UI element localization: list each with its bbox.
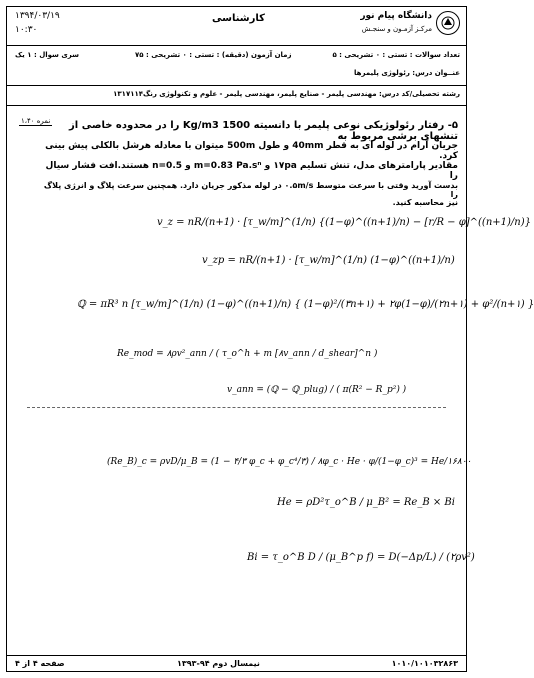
equation-hedstrom: He = ρD²τ_o^B / μ_B² = Re_B × Bi xyxy=(277,497,455,508)
question-number-label: ۵- xyxy=(447,120,458,131)
section-divider xyxy=(27,407,446,408)
question-line-4: بدست آورید وقتی با سرعت متوسط ۰.۵m/s در لوله مذکور جریان دارد. همچنین سرعت پلاگ و انرژی پلاگ را xyxy=(43,181,458,199)
question-score: ۱،۴۰ نمره xyxy=(21,117,51,125)
equation-vann: v_ann = (ℚ − ℚ_plug) / ( π(R² − R_p²) ) xyxy=(227,385,407,395)
exam-page xyxy=(6,6,534,672)
equation-bingham: Bi = τ_o^B D / (μ_B^p f) = D(−Δp/L) / (۲ρv²) xyxy=(247,552,475,563)
center-name: مرکـز آزمـون و سنجـش xyxy=(361,25,432,33)
equation-flow-rate: ℚ = πR³ n [τ_w/m]^(1/n) (1−φ)^((n+1)/n) { (1−φ)²/(۳n+۱) + ۲φ(1−φ)/(۲n+۱) + φ²/(n+۱) } xyxy=(77,299,534,310)
course-title: عنــوان درس: رئولوژی پلیمرها xyxy=(354,69,460,77)
question-line-3: مقادیر پارامترهای مدل، تنش تسلیم ۱۷pa و m=0.83 Pa.sⁿ و n=0.5 هستند.افت فشار سیال را xyxy=(45,161,458,181)
equation-remod: Re_mod = ۸ρv²_ann / ( τ_o^h + m [۸v_ann / d_shear]^n ) xyxy=(117,349,378,359)
question-line-1: رفتار رئولوژیکی نوعی پلیمر با دانسیته 1500 Kg/m3 را در محدوده خاصی از تنشهای برشی مربوط به xyxy=(69,120,458,142)
question-line-5: نیز محاسبه کنید. xyxy=(392,198,458,207)
equation-reb: (Re_B)_c = ρvD/μ_B = (1 − ۴/۳ φ_c + φ_c⁴/۳) / ۸φ_c · He · φ/(1−φ_c)³ = He/۱۶۸۰۰ xyxy=(107,457,472,467)
exam-level: کارشناسی xyxy=(212,13,265,24)
question-series: سری سوال : ۱ یک xyxy=(15,51,80,59)
question-number xyxy=(48,120,458,142)
exam-duration: زمان آزمون (دقیقه) : تستی : ۰ تشریحی : ۷۵ xyxy=(135,51,292,59)
equation-vz: v_z = nR/(n+1) · [τ_w/m]^(1/n) {(1−φ)^((n+1)/n) − [r/R − φ]^((n+1)/n)} xyxy=(157,217,531,228)
page-number: صفحه ۴ از ۴ xyxy=(15,659,65,668)
exam-date: ۱۳۹۴/۰۳/۱۹ xyxy=(15,11,60,21)
equation-vzp: v_zp = nR/(n+1) · [τ_w/m]^(1/n) (1−φ)^((n+1)/n) xyxy=(202,255,455,266)
university-logo-icon xyxy=(436,11,460,35)
university-name: دانشگاه پیام نور xyxy=(360,11,432,21)
field-and-code: رشته تحصیلی/کد درس: مهندسی پلیمر - صنایع پلیمر، مهندسی پلیمر - علوم و تکنولوژی رنگ۱۳۱۷۱۱۴ xyxy=(113,90,460,98)
course-code: ۱۰۱۰/۱۰۱۰۳۲۸۶۳ xyxy=(391,659,458,668)
question-line-2: جریان آرام در لوله ای به قطر 40mm و طول 500m میتوان با معادله هرشل بالکلی پیش بینی کرد. xyxy=(45,141,458,161)
term-label: نیمسال دوم ۹۴-۱۳۹۳ xyxy=(177,659,260,668)
question-count: تعداد سوالات : تستی : ۰ تشریحی : ۵ xyxy=(332,51,460,59)
exam-time: ۱۰:۳۰ xyxy=(15,25,38,35)
